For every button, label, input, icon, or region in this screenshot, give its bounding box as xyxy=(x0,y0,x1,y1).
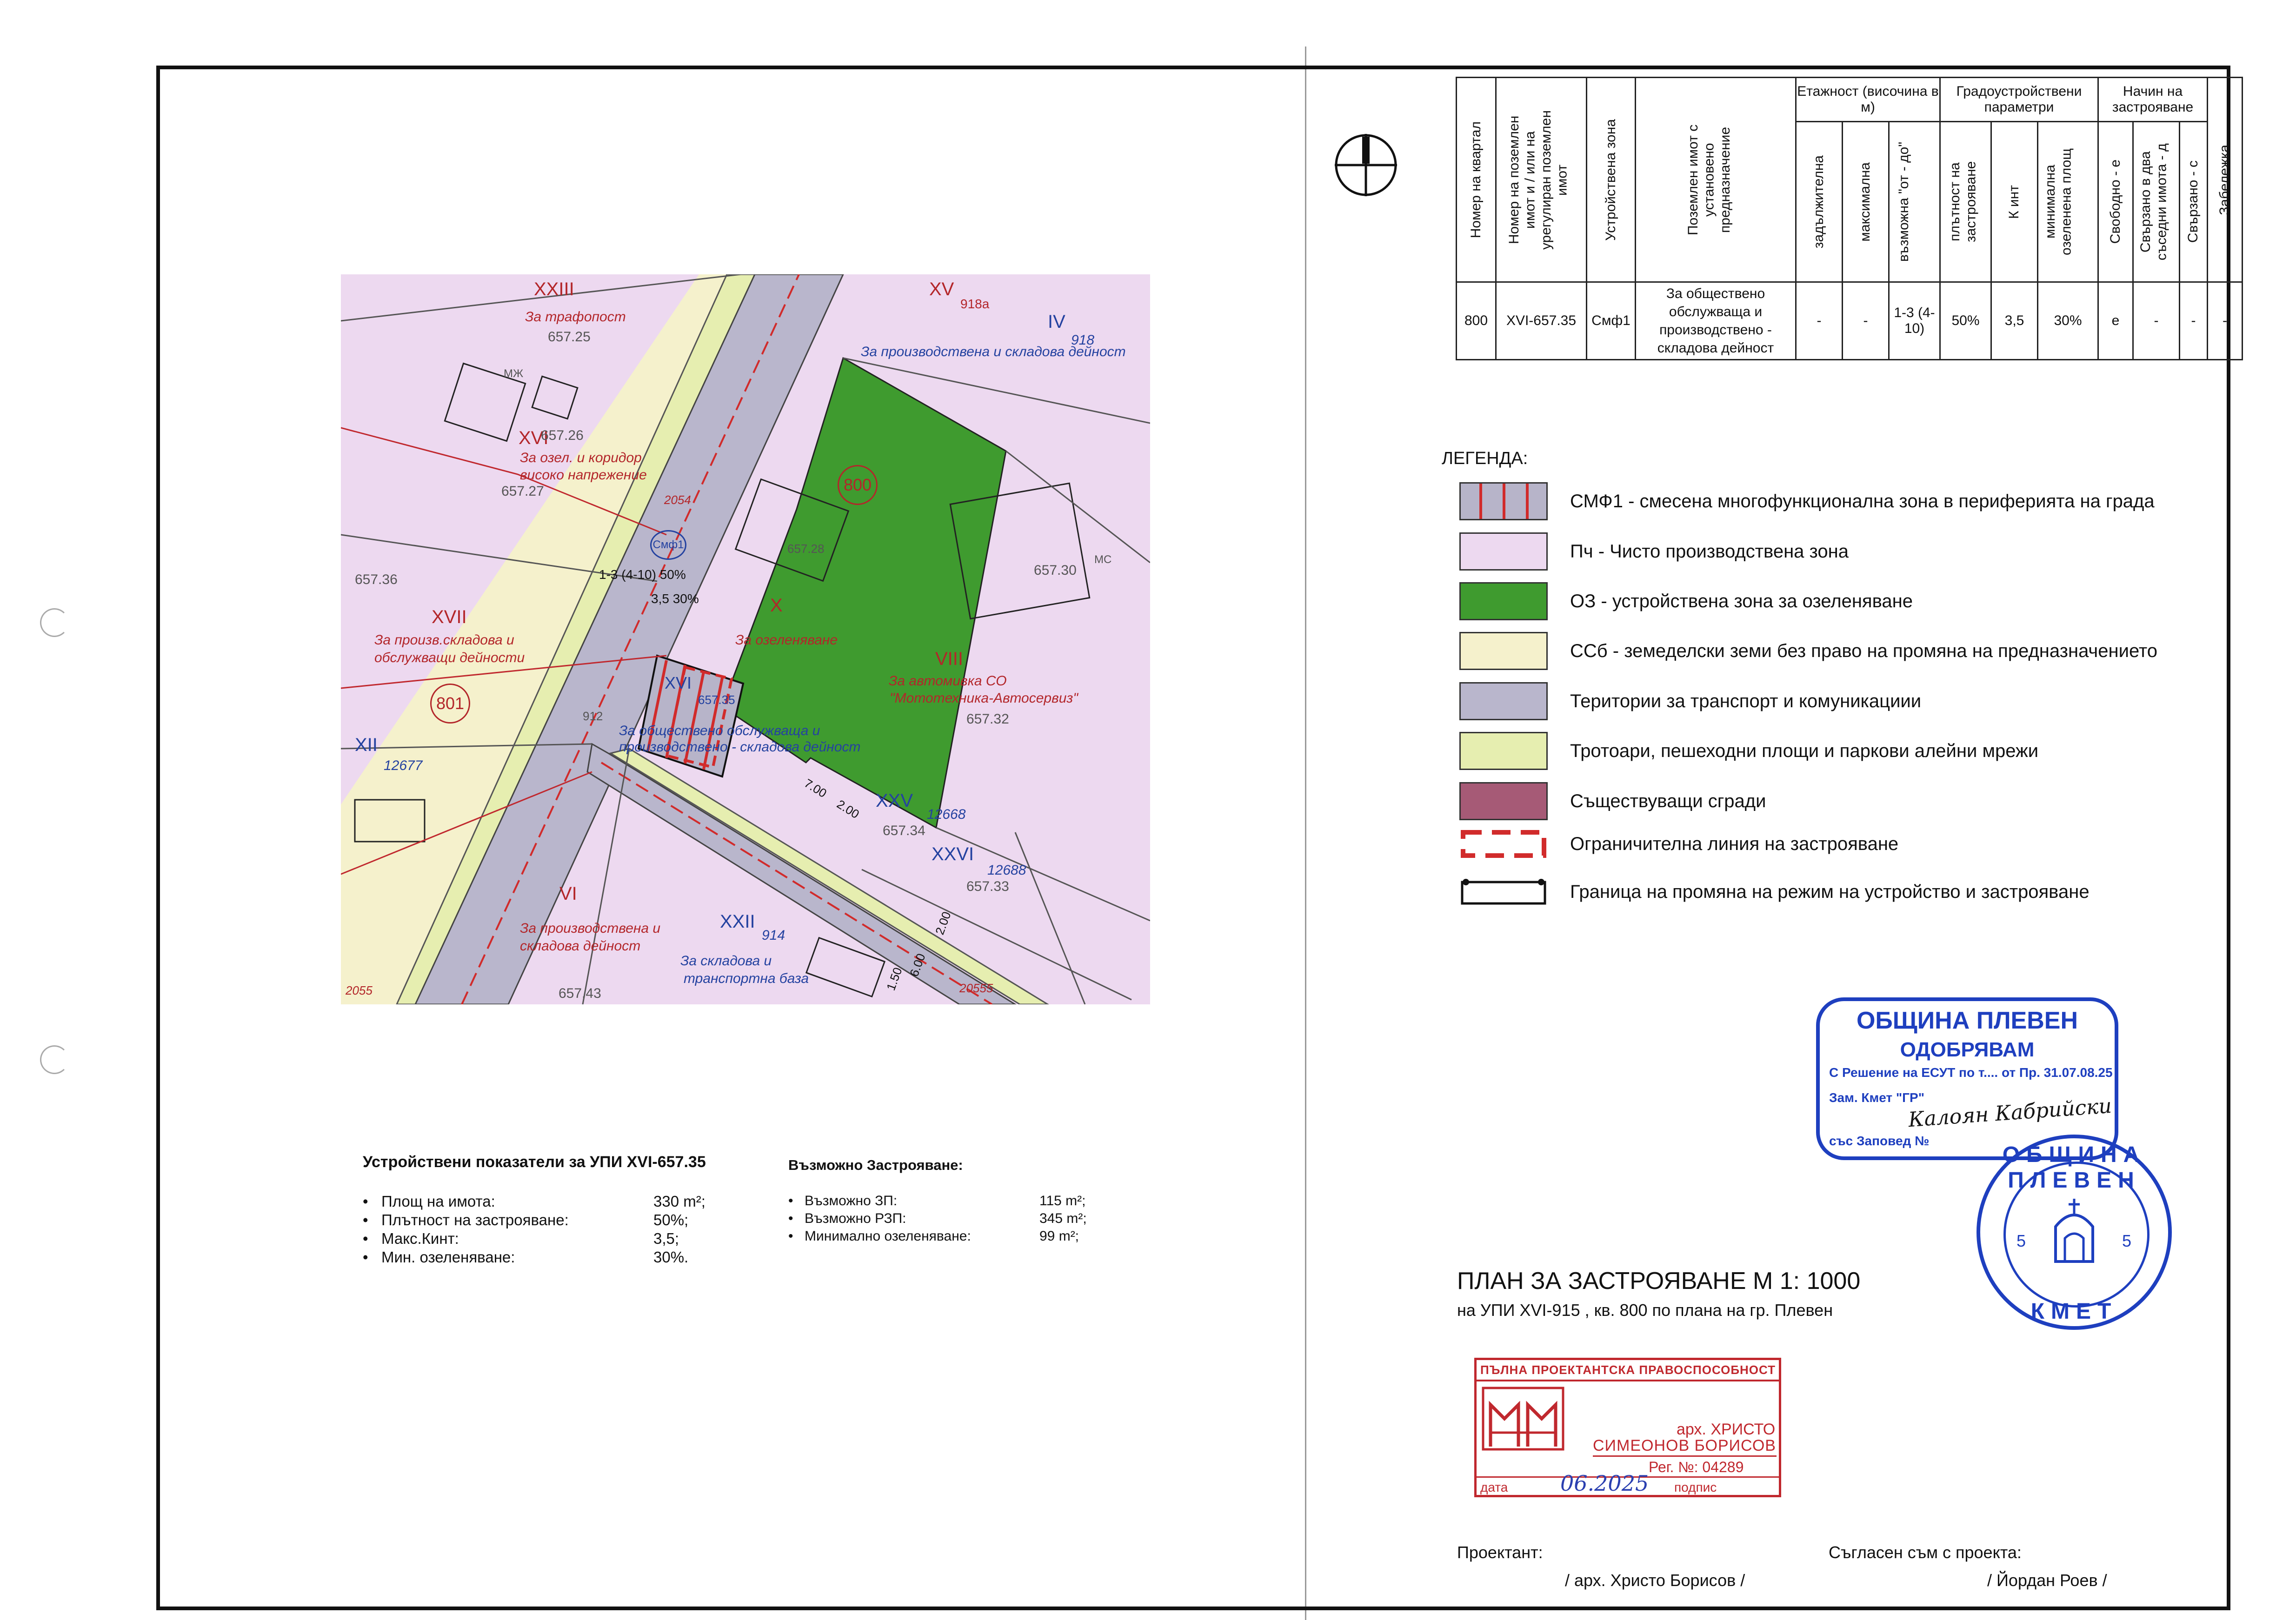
license-logo-icon xyxy=(1481,1386,1565,1451)
legend-title: ЛЕГЕНДА: xyxy=(1442,449,1528,468)
binder-hole xyxy=(40,608,69,637)
col-group-floors: Етажност (височина в м) xyxy=(1796,78,1940,122)
map-label-kint: 3,5 30% xyxy=(651,591,699,606)
map-label-mzh: МЖ xyxy=(504,367,524,380)
seal-number-right: 5 xyxy=(2122,1231,2132,1250)
indicator-label: Макс.Кинт: xyxy=(381,1230,459,1247)
north-arrow-icon xyxy=(1331,130,1401,200)
dimension-1-50: 1.50 xyxy=(884,965,905,993)
cell-purpose: За обществено обслужваща и производствено - складова дейност xyxy=(1636,282,1796,360)
map-label-657-30: 657.30 xyxy=(1034,563,1077,578)
cell-possible: 1-3 (4-10) xyxy=(1889,282,1940,360)
legend-label: Пч - Чисто производствена зона xyxy=(1570,541,1849,562)
map-label-sklad-2: транспортна база xyxy=(684,971,809,986)
zoning-parameters-table xyxy=(1456,77,2243,360)
plan-title: ПЛАН ЗА ЗАСТРОЯВАНЕ М 1: 1000 xyxy=(1457,1268,1861,1295)
map-label-x: X xyxy=(770,595,783,616)
legend-swatch-oz xyxy=(1459,582,1548,620)
legend-item-oz xyxy=(1459,581,1913,621)
map-label-proizv-top: За производствена и складова дейност xyxy=(861,344,1126,359)
quarter-800-badge: 800 xyxy=(838,465,878,505)
legend-label: Ограничителна линия на застрояване xyxy=(1570,833,1899,854)
map-label-2055: 2055 xyxy=(346,983,373,997)
indicator-value: 30%. xyxy=(653,1248,689,1266)
legend-label: Съществуващи сгради xyxy=(1570,790,1766,811)
map-label-657-27: 657.27 xyxy=(501,484,544,499)
cell-min-green: 30% xyxy=(2038,282,2098,360)
seal-emblem-icon xyxy=(2046,1194,2102,1264)
license-stamp xyxy=(1474,1358,1781,1497)
map-label-sklad-1: За складова и xyxy=(680,953,772,969)
legend-item-ssb xyxy=(1459,631,2157,671)
map-label-12677: 12677 xyxy=(384,758,423,773)
legend-label: Територии за транспорт и комуникациии xyxy=(1570,690,1922,711)
license-stamp-header: ПЪЛНА ПРОЕКТАНТСКА ПРАВОСПОСОБНОСТ xyxy=(1480,1363,1776,1377)
cell-free: е xyxy=(2098,282,2133,360)
legend-item-transport xyxy=(1459,681,1921,721)
map-label-proizv-skl-1: За произв.складова и xyxy=(374,632,514,648)
map-label-xxii: XXII xyxy=(720,911,755,932)
map-labels xyxy=(341,274,1150,1004)
map-label-657-28: 657.28 xyxy=(787,542,825,556)
approval-stamp-order: със Заповед № xyxy=(1829,1134,1930,1148)
map-label-918a: 918а xyxy=(960,297,990,311)
cell-mandatory: - xyxy=(1796,282,1843,360)
legend-label: СМФ1 - смесена многофункционална зона в периферията на града xyxy=(1570,491,2155,511)
map-label-vi: VI xyxy=(559,883,577,904)
map-label-20555: 20555 xyxy=(959,981,993,995)
legend-swatch-pch xyxy=(1459,532,1548,571)
cell-plot: XVI-657.35 xyxy=(1496,282,1587,360)
map-label-657-43: 657.43 xyxy=(559,986,601,1001)
col-header-mandatory: задължителна xyxy=(1811,155,1827,249)
agree-name: / Йордан Роев / xyxy=(1987,1571,2107,1590)
map-label-657-32: 657.32 xyxy=(966,711,1009,727)
possible-value: 115 m²; xyxy=(1039,1193,1086,1208)
license-name-2: СИМЕОНОВ БОРИСОВ xyxy=(1593,1437,1776,1454)
map-label-viii: VIII xyxy=(935,649,964,669)
col-header-density: плътност на застрояване xyxy=(1947,161,1978,243)
cell-quarter: 800 xyxy=(1457,282,1496,360)
map-label-657-36: 657.36 xyxy=(355,572,398,587)
map-label-912: 912 xyxy=(583,709,603,723)
seal-text-bottom: КМЕТ xyxy=(2030,1299,2118,1324)
legend-swatch-transport xyxy=(1459,682,1548,720)
map-label-xxvi: XXVI xyxy=(932,844,974,864)
approval-stamp-municipality: ОБЩИНА ПЛЕВЕН xyxy=(1856,1007,2078,1034)
possible-label: Възможно ЗП: xyxy=(805,1193,898,1208)
possible-value: 99 m²; xyxy=(1039,1228,1079,1244)
map-label-657-25: 657.25 xyxy=(548,329,591,345)
col-group-build: Начин на застрояване xyxy=(2098,78,2208,122)
map-label-xvi-left: XVI xyxy=(519,428,549,448)
map-label-floors: 1-3 (4-10) 50% xyxy=(599,567,686,582)
indicators-title: Устройствени показатели за УПИ XVI-657.35 xyxy=(363,1153,706,1171)
legend-item-buildings xyxy=(1459,781,1766,821)
legend-label: ОЗ - устройствена зона за озеленяване xyxy=(1570,591,1913,611)
approval-stamp-decision: С Решение на ЕСУТ по т.... от Пр. 31.07.08.25 xyxy=(1829,1065,2113,1080)
binder-hole xyxy=(40,1045,69,1074)
approval-stamp-approve: ОДОБРЯВАМ xyxy=(1900,1038,2035,1061)
col-header-max: максимална xyxy=(1857,162,1873,242)
map-label-2054: 2054 xyxy=(664,493,691,507)
legend-swatch-limit-line xyxy=(1459,828,1548,860)
col-header-quarter: Номер на квартал xyxy=(1468,121,1484,239)
map-label-657-34: 657.34 xyxy=(883,823,925,838)
map-label-xv: XV xyxy=(929,279,954,299)
col-header-free: Свободно - е xyxy=(2107,159,2123,244)
map-label-657-26: 657.26 xyxy=(541,428,584,443)
seal-text-top: ОБЩИНА ПЛЕВЕН xyxy=(2002,1142,2146,1193)
designer-name: / арх. Христо Борисов / xyxy=(1565,1571,1745,1590)
indicator-value: 50%; xyxy=(653,1211,689,1228)
license-date-label: дата xyxy=(1480,1480,1508,1494)
map-label-proizv-bottom-1: За производствена и xyxy=(520,921,661,936)
possible-label: Възможно РЗП: xyxy=(805,1211,906,1226)
col-header-joined: Свързано - с xyxy=(2185,160,2201,243)
col-header-min-green: минимална озеленена площ xyxy=(2042,148,2074,255)
indicator-value: 3,5; xyxy=(653,1230,679,1247)
approval-signature: Калоян Кабрийски xyxy=(1907,1094,2113,1132)
legend-label: Граница на промяна на режим на устройство и застрояване xyxy=(1570,881,2090,902)
indicator-value: 330 m²; xyxy=(653,1193,705,1210)
map-label-12688: 12688 xyxy=(987,863,1026,878)
indicator-label: Плътност на застрояване: xyxy=(381,1211,569,1228)
map-label-ozel-koridor-1: За озел. и коридор xyxy=(520,450,642,465)
map-label-obsl-2: производствено - складова дейност xyxy=(619,739,861,755)
cell-density: 50% xyxy=(1940,282,1991,360)
legend-label: ССб - земеделски земи без право на промяна на предназначението xyxy=(1570,640,2157,661)
cell-zone: Смф1 xyxy=(1587,282,1636,360)
legend-item-limit-line xyxy=(1459,824,1898,864)
col-header-note: Забележка xyxy=(2216,144,2232,215)
table-row xyxy=(1457,282,2243,360)
possible-value: 345 m²; xyxy=(1039,1211,1087,1226)
legend-swatch-ssb xyxy=(1459,632,1548,670)
map-label-iv: IV xyxy=(1048,312,1065,332)
cell-max: - xyxy=(1843,282,1889,360)
designer-label: Проектант: xyxy=(1457,1543,1543,1562)
cell-joined: - xyxy=(2180,282,2208,360)
col-group-params: Градоустройствени параметри xyxy=(1940,78,2098,122)
map-label-xii: XII xyxy=(355,735,378,755)
possible-title: Възможно Застрояване: xyxy=(788,1157,963,1173)
license-date-value: 06.2025 xyxy=(1560,1471,1649,1496)
municipality-seal xyxy=(1977,1135,2172,1330)
col-header-joined-two: Свързано в два съседни имота - д xyxy=(2137,143,2170,260)
map-label-914: 914 xyxy=(762,928,785,943)
map-label-xxv: XXV xyxy=(876,790,913,811)
legend-label: Тротоари, пешеходни площи и паркови алейни мрежи xyxy=(1570,740,2039,761)
map-label-xxiii: XXIII xyxy=(534,279,574,299)
col-header-possible: възможна "от - до" xyxy=(1896,142,1911,262)
license-name-1: арх. ХРИСТО xyxy=(1677,1421,1776,1438)
plan-subtitle: на УПИ XVI-915 , кв. 800 по плана на гр. Плевен xyxy=(1457,1301,1833,1320)
indicator-label: Площ на имота: xyxy=(381,1193,495,1210)
map-label-ozel-koridor-2: високо напрежение xyxy=(520,467,647,483)
dimension-7-00: 7.00 xyxy=(802,776,829,801)
map-label-ms: МС xyxy=(1094,553,1112,566)
legend-item-pch xyxy=(1459,531,1849,571)
legend-swatch-sidewalks xyxy=(1459,732,1548,770)
col-header-kint: К инт xyxy=(2006,185,2022,219)
legend-swatch-buildings xyxy=(1459,782,1548,820)
dimension-2-00: 2.00 xyxy=(834,797,862,822)
map-label-avtomivka-1: За автомивка СО xyxy=(889,673,1007,689)
seal-number-left: 5 xyxy=(2016,1231,2026,1250)
dimension-6-00: 6.00 xyxy=(907,951,928,979)
map-label-ozelenyavane: За озеленяване xyxy=(735,632,838,648)
map-label-proizv-skl-2: обслужващи дейности xyxy=(374,650,525,665)
legend-item-regime-boundary xyxy=(1459,872,2090,912)
license-reg-number: Рег. №: 04289 xyxy=(1649,1459,1744,1475)
map-label-657-33: 657.33 xyxy=(966,879,1009,894)
cell-joined-two: - xyxy=(2133,282,2180,360)
license-sign-label: подпис xyxy=(1674,1480,1717,1494)
col-header-plot-purpose: Поземлен имот с установено предназначение xyxy=(1685,124,1733,235)
map-label-918: 918 xyxy=(1071,332,1095,348)
legend-item-smf1 xyxy=(1459,481,2155,521)
map-label-xvii: XVII xyxy=(432,607,467,627)
cell-kint: 3,5 xyxy=(1991,282,2038,360)
map-label-avtomivka-2: "Мототехника-Автосервиз" xyxy=(890,690,1078,706)
dimension-2-00-b: 2.00 xyxy=(932,910,954,937)
map-label-657-35: 657.35 xyxy=(698,693,735,707)
zone-smf1-badge: Смф1 xyxy=(650,530,686,560)
legend-item-sidewalks xyxy=(1459,731,2038,771)
map-label-proizv-bottom-2: складова дейност xyxy=(520,938,641,954)
quarter-801-badge: 801 xyxy=(430,684,470,724)
possible-label: Минимално озеленяване: xyxy=(805,1228,971,1244)
map-label-obsl-1: За обществено обслужваща и xyxy=(619,723,820,738)
map-label-trafopost: За трафопост xyxy=(525,309,626,325)
legend-swatch-smf1 xyxy=(1459,482,1548,520)
indicator-label: Мин. озеленяване: xyxy=(381,1248,515,1266)
agree-label: Съгласен съм с проекта: xyxy=(1829,1543,2022,1562)
map-label-xvi-plot: XVI xyxy=(665,673,692,692)
legend-swatch-regime-boundary xyxy=(1459,876,1548,908)
col-header-plot-number: Номер на поземлен имот и / или на урегулиран поземлен имот xyxy=(1506,110,1570,250)
cell-note: - xyxy=(2208,282,2243,360)
col-header-zone: Устройствена зона xyxy=(1603,119,1618,241)
map-label-12668: 12668 xyxy=(927,807,966,822)
approval-stamp-deputy: Зам. Кмет "ГР" xyxy=(1829,1090,1924,1105)
